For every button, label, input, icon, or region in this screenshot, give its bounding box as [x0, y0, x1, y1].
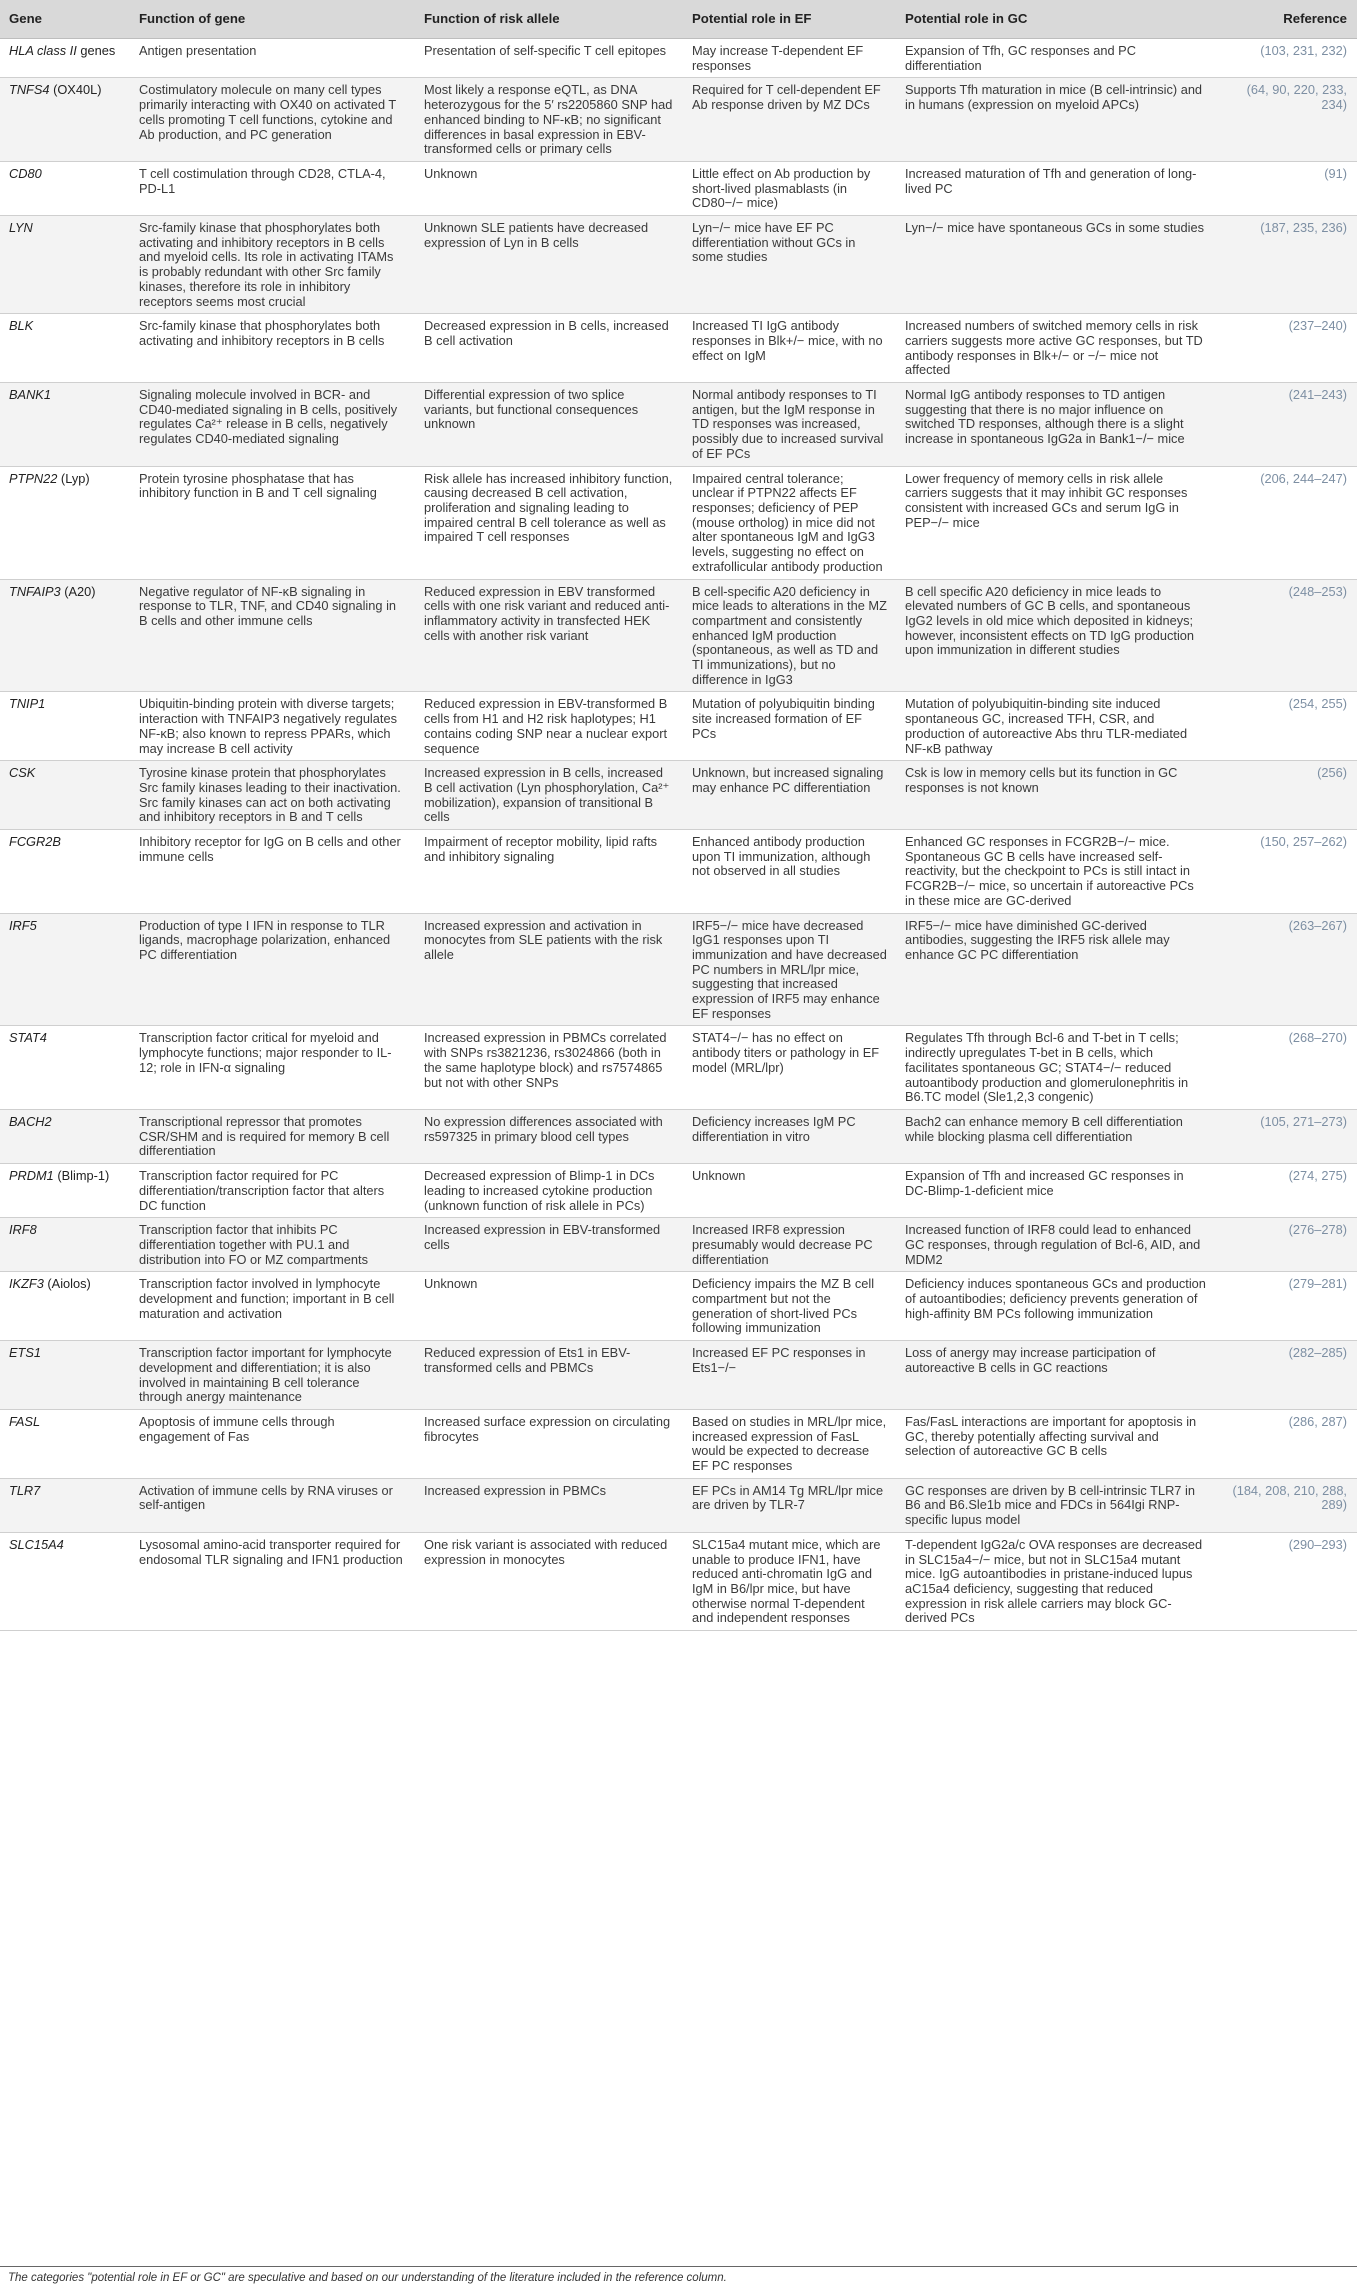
cell-function-of-risk-allele: Most likely a response eQTL, as DNA heterozygous for the 5′ rs2205860 SNP had enhanced binding to NF-κB; no significant differences in basal expression in EBV-transformed cells or primary cells	[415, 78, 683, 162]
cell-function-of-gene: Antigen presentation	[130, 39, 415, 78]
table-row	[0, 78, 1357, 162]
cell-gene	[0, 1409, 130, 1478]
table-body	[0, 39, 1357, 1631]
cell-gene	[0, 692, 130, 761]
table-row	[0, 1409, 1357, 1478]
gene-name: LYN	[9, 220, 33, 236]
table-row	[0, 1341, 1357, 1410]
table-row	[0, 1026, 1357, 1110]
cell-function-of-risk-allele: Increased surface expression on circulating fibrocytes	[415, 1409, 683, 1478]
gene-name: BLK	[9, 318, 34, 334]
cell-function-of-risk-allele: Increased expression in PBMCs	[415, 1478, 683, 1532]
cell-reference[interactable]: (103, 231, 232)	[1216, 39, 1357, 78]
cell-role-in-gc: Enhanced GC responses in FCGR2B−/− mice. Spontaneous GC B cells have increased self-reactivity, but the checkpoint to PCs is still intact in FCGR2B−/− mice, so uncertain if autoreactive PCs in these mice are GC-derived	[896, 830, 1216, 914]
cell-gene	[0, 161, 130, 215]
table-row	[0, 1532, 1357, 1630]
gene-name: CD80	[9, 165, 42, 181]
cell-role-in-ef: Lyn−/− mice have EF PC differentiation without GCs in some studies	[683, 216, 896, 314]
table-row	[0, 692, 1357, 761]
cell-role-in-gc: Expansion of Tfh and increased GC responses in DC-Blimp-1-deficient mice	[896, 1164, 1216, 1218]
gene-name: PRDM1	[9, 1168, 54, 1184]
cell-gene	[0, 78, 130, 162]
cell-function-of-risk-allele: Increased expression in B cells, increased B cell activation (Lyn phosphorylation, Ca²⁺ mobilization), expansion of transitional B cells	[415, 761, 683, 830]
cell-function-of-gene: Activation of immune cells by RNA viruses or self-antigen	[130, 1478, 415, 1532]
gene-name: SLC15A4	[9, 1536, 64, 1552]
header-function-of-risk-allele: Function of risk allele	[415, 0, 683, 39]
table-header-row	[0, 0, 1357, 39]
table-row	[0, 1110, 1357, 1164]
cell-role-in-gc: B cell specific A20 deficiency in mice leads to elevated numbers of GC B cells, and spontaneous IgG2 levels in old mice which deposited in kidneys; however, inconsistent effects on TD IgG production upon immunization in different studies	[896, 579, 1216, 692]
cell-role-in-gc: IRF5−/− mice have diminished GC-derived antibodies, suggesting the IRF5 risk allele may enhance GC PC differentiation	[896, 913, 1216, 1026]
header-function-of-gene: Function of gene	[130, 0, 415, 39]
gene-name: PTPN22	[9, 470, 58, 486]
cell-function-of-gene: Negative regulator of NF-κB signaling in response to TLR, TNF, and CD40 signaling in B cells and other immune cells	[130, 579, 415, 692]
cell-function-of-gene: Src-family kinase that phosphorylates both activating and inhibitory receptors in B cells and myeloid cells. Its role in activating ITAMs is probably redundant with other Src family kinases, therefore its role in inhibitory receptors seems most crucial	[130, 216, 415, 314]
cell-role-in-ef: B cell-specific A20 deficiency in mice leads to alterations in the MZ compartment and consistently enhanced IgM production (spontaneous, as well as TD and TI immunizations), but no difference in IgG3	[683, 579, 896, 692]
gene-name: HLA class II	[9, 43, 77, 58]
header-reference: Reference	[1216, 0, 1357, 39]
cell-role-in-gc: Normal IgG antibody responses to TD antigen suggesting that there is no major influence on switched TD responses, although there is a slight increase in spontaneous IgG2a in Bank1−/− mice	[896, 383, 1216, 467]
gene-name: CSK	[9, 765, 36, 781]
cell-gene	[0, 1478, 130, 1532]
gene-alias: (OX40L)	[49, 82, 102, 98]
gene-name: TNFAIP3	[9, 583, 61, 599]
table-row	[0, 216, 1357, 314]
cell-function-of-risk-allele: Reduced expression in EBV-transformed B cells from H1 and H2 risk haplotypes; H1 contains coding SNP near a nuclear export sequence	[415, 692, 683, 761]
cell-reference[interactable]: (263–267)	[1216, 913, 1357, 1026]
cell-gene	[0, 466, 130, 579]
gene-name: FASL	[9, 1413, 41, 1429]
cell-reference[interactable]: (282–285)	[1216, 1341, 1357, 1410]
table-row	[0, 314, 1357, 383]
cell-gene	[0, 1110, 130, 1164]
cell-reference[interactable]: (150, 257–262)	[1216, 830, 1357, 914]
cell-role-in-ef: Normal antibody responses to TI antigen, but the IgM response in TD responses was increased, possibly due to increased survival of EF PCs	[683, 383, 896, 467]
table-row	[0, 383, 1357, 467]
cell-gene	[0, 383, 130, 467]
cell-role-in-gc: Bach2 can enhance memory B cell differentiation while blocking plasma cell differentiation	[896, 1110, 1216, 1164]
cell-role-in-ef: STAT4−/− has no effect on antibody titers or pathology in EF model (MRL/lpr)	[683, 1026, 896, 1110]
cell-role-in-ef: Required for T cell-dependent EF Ab response driven by MZ DCs	[683, 78, 896, 162]
cell-function-of-gene: Inhibitory receptor for IgG on B cells and other immune cells	[130, 830, 415, 914]
cell-gene	[0, 913, 130, 1026]
cell-role-in-ef: Increased TI IgG antibody responses in Blk+/− mice, with no effect on IgM	[683, 314, 896, 383]
gene-name: TNIP1	[9, 696, 46, 712]
gene-alias: (Aiolos)	[43, 1276, 91, 1292]
cell-function-of-risk-allele: One risk variant is associated with reduced expression in monocytes	[415, 1532, 683, 1630]
cell-role-in-ef: Increased EF PC responses in Ets1−/−	[683, 1341, 896, 1410]
cell-function-of-gene: Production of type I IFN in response to TLR ligands, macrophage polarization, enhanced PC differentiation	[130, 913, 415, 1026]
table-row	[0, 1272, 1357, 1341]
cell-reference[interactable]: (91)	[1216, 161, 1357, 215]
cell-role-in-ef: IRF5−/− mice have decreased IgG1 responses upon TI immunization and have decreased PC numbers in MRL/lpr mice, suggesting that increased expression of IRF5 may enhance EF responses	[683, 913, 896, 1026]
cell-reference[interactable]: (274, 275)	[1216, 1164, 1357, 1218]
cell-role-in-gc: Loss of anergy may increase participation of autoreactive B cells in GC reactions	[896, 1341, 1216, 1410]
gene-name: IRF8	[9, 1222, 37, 1238]
cell-role-in-gc: Expansion of Tfh, GC responses and PC differentiation	[896, 39, 1216, 78]
cell-function-of-risk-allele: Unknown	[415, 1272, 683, 1341]
cell-function-of-risk-allele: Unknown	[415, 161, 683, 215]
cell-function-of-risk-allele: Impairment of receptor mobility, lipid rafts and inhibitory signaling	[415, 830, 683, 914]
table-row	[0, 1478, 1357, 1532]
table-row	[0, 466, 1357, 579]
cell-gene	[0, 314, 130, 383]
gene-alias: (Lyp)	[57, 470, 90, 486]
cell-function-of-risk-allele: Increased expression and activation in monocytes from SLE patients with the risk allele	[415, 913, 683, 1026]
cell-role-in-ef: Increased IRF8 expression presumably would decrease PC differentiation	[683, 1218, 896, 1272]
gene-name: ETS1	[9, 1345, 42, 1361]
cell-role-in-gc: Csk is low in memory cells but its function in GC responses is not known	[896, 761, 1216, 830]
cell-function-of-risk-allele: Risk allele has increased inhibitory function, causing decreased B cell activation, proliferation and signaling leading to impaired central B cell tolerance as well as impaired T cell responses	[415, 466, 683, 579]
cell-role-in-gc: Lower frequency of memory cells in risk allele carriers suggests that it may inhibit GC responses consistent with increased GCs and serum IgG in PEP−/− mice	[896, 466, 1216, 579]
gene-name: IKZF3	[9, 1276, 44, 1292]
gene-alias: (A20)	[60, 583, 96, 599]
cell-role-in-gc: Supports Tfh maturation in mice (B cell-intrinsic) and in humans (expression on myeloid APCs)	[896, 78, 1216, 162]
cell-reference[interactable]: (105, 271–273)	[1216, 1110, 1357, 1164]
cell-function-of-risk-allele: Increased expression in PBMCs correlated with SNPs rs3821236, rs3024866 (both in the same haplotype block) and rs7574865 but not with other SNPs	[415, 1026, 683, 1110]
cell-role-in-gc: Regulates Tfh through Bcl-6 and T-bet in T cells; indirectly upregulates T-bet in B cells, which facilitates spontaneous GC; STAT4−/− reduced autoantibody production and glomerulonephritis in B6.TC model (Sle1,2,3 congenic)	[896, 1026, 1216, 1110]
table-footnote: The categories "potential role in EF or GC" are speculative and based on our understanding of the literature included in the reference column.	[8, 2272, 727, 2284]
cell-function-of-risk-allele: Differential expression of two splice variants, but functional consequences unknown	[415, 383, 683, 467]
cell-gene	[0, 1218, 130, 1272]
cell-reference[interactable]: (241–243)	[1216, 383, 1357, 467]
table-row	[0, 761, 1357, 830]
cell-function-of-gene: Signaling molecule involved in BCR- and CD40-mediated signaling in B cells, positively regulates Ca²⁺ release in B cells, negatively regulates CD40-mediated signaling	[130, 383, 415, 467]
cell-role-in-gc: Increased maturation of Tfh and generation of long-lived PC	[896, 161, 1216, 215]
table-bottom-rule	[0, 2266, 1357, 2267]
cell-function-of-risk-allele: Decreased expression of Blimp-1 in DCs leading to increased cytokine production (unknown function of risk allele in PCs)	[415, 1164, 683, 1218]
cell-role-in-gc: Increased function of IRF8 could lead to enhanced GC responses, through regulation of Bcl-6, AID, and MDM2	[896, 1218, 1216, 1272]
cell-role-in-ef: Enhanced antibody production upon TI immunization, although not observed in all studies	[683, 830, 896, 914]
cell-role-in-gc: Increased numbers of switched memory cells in risk carriers suggests more active GC responses, but TD antibody responses in Blk+/− or −/− mice not affected	[896, 314, 1216, 383]
cell-function-of-risk-allele: No expression differences associated with rs597325 in primary blood cell types	[415, 1110, 683, 1164]
cell-reference[interactable]: (276–278)	[1216, 1218, 1357, 1272]
cell-role-in-gc: Fas/FasL interactions are important for apoptosis in GC, thereby potentially affecting survival and selection of autoreactive GC B cells	[896, 1409, 1216, 1478]
cell-function-of-gene: Transcription factor required for PC differentiation/transcription factor that alters DC function	[130, 1164, 415, 1218]
cell-role-in-ef: Unknown	[683, 1164, 896, 1218]
cell-function-of-gene: Costimulatory molecule on many cell types primarily interacting with OX40 on activated T cells promoting T cell functions, cytokine and Ab production, and PC generation	[130, 78, 415, 162]
cell-reference[interactable]: (254, 255)	[1216, 692, 1357, 761]
cell-reference[interactable]: (279–281)	[1216, 1272, 1357, 1341]
header-role-in-ef: Potential role in EF	[683, 0, 896, 39]
cell-role-in-ef: Deficiency increases IgM PC differentiation in vitro	[683, 1110, 896, 1164]
cell-role-in-gc: Deficiency induces spontaneous GCs and production of autoantibodies; deficiency prevents generation of high-affinity BM PCs following immunization	[896, 1272, 1216, 1341]
table-row	[0, 161, 1357, 215]
cell-reference[interactable]: (290–293)	[1216, 1532, 1357, 1630]
cell-function-of-risk-allele: Presentation of self-specific T cell epitopes	[415, 39, 683, 78]
table-row	[0, 830, 1357, 914]
gene-alias: genes	[76, 43, 116, 58]
cell-reference[interactable]: (184, 208, 210, 288, 289)	[1216, 1478, 1357, 1532]
cell-role-in-gc: T-dependent IgG2a/c OVA responses are decreased in SLC15a4−/− mice, but not in SLC15a4 mutant mice. IgG autoantibodies in pristane-induced lupus aC15a4 deficiency, suggesting that reduced expression in risk allele carriers may block GC-derived PCs	[896, 1532, 1216, 1630]
cell-function-of-gene: Transcription factor important for lymphocyte development and differentiation; it is also involved in maintaining B cell tolerance through anergy maintenance	[130, 1341, 415, 1410]
cell-role-in-ef: Unknown, but increased signaling may enhance PC differentiation	[683, 761, 896, 830]
cell-gene	[0, 39, 130, 78]
cell-role-in-ef: May increase T-dependent EF responses	[683, 39, 896, 78]
cell-function-of-risk-allele: Reduced expression of Ets1 in EBV-transformed cells and PBMCs	[415, 1341, 683, 1410]
gene-name: FCGR2B	[9, 834, 61, 850]
cell-role-in-ef: Based on studies in MRL/lpr mice, increased expression of FasL would be expected to decrease EF PC responses	[683, 1409, 896, 1478]
table-row	[0, 913, 1357, 1026]
cell-function-of-gene: Tyrosine kinase protein that phosphorylates Src family kinases leading to their inactivation. Src family kinases can act on both activating and inhibitory receptors in B and T cells	[130, 761, 415, 830]
gene-alias: (Blimp-1)	[53, 1168, 110, 1184]
table-row	[0, 1218, 1357, 1272]
cell-role-in-ef: Little effect on Ab production by short-lived plasmablasts (in CD80−/− mice)	[683, 161, 896, 215]
cell-reference[interactable]: (268–270)	[1216, 1026, 1357, 1110]
cell-function-of-gene: Apoptosis of immune cells through engagement of Fas	[130, 1409, 415, 1478]
cell-role-in-gc: Lyn−/− mice have spontaneous GCs in some studies	[896, 216, 1216, 314]
header-gene: Gene	[0, 0, 130, 39]
cell-function-of-gene: Ubiquitin-binding protein with diverse targets; interaction with TNFAIP3 negatively regulates NF-κB; also known to repress PPARs, which may increase B cell activity	[130, 692, 415, 761]
cell-reference[interactable]: (248–253)	[1216, 579, 1357, 692]
cell-gene	[0, 1164, 130, 1218]
cell-role-in-ef: Deficiency impairs the MZ B cell compartment but not the generation of short-lived PCs following immunization	[683, 1272, 896, 1341]
gene-name: TLR7	[9, 1482, 41, 1498]
cell-function-of-gene: T cell costimulation through CD28, CTLA-4, PD-L1	[130, 161, 415, 215]
cell-function-of-gene: Lysosomal amino-acid transporter required for endosomal TLR signaling and IFN1 production	[130, 1532, 415, 1630]
cell-function-of-risk-allele: Reduced expression in EBV transformed cells with one risk variant and reduced anti-inflammatory activity in transfected HEK cells with another risk variant	[415, 579, 683, 692]
cell-reference[interactable]: (237–240)	[1216, 314, 1357, 383]
cell-gene	[0, 1532, 130, 1630]
cell-gene	[0, 216, 130, 314]
cell-role-in-gc: Mutation of polyubiquitin-binding site induced spontaneous GC, increased TFH, CSR, and production of autoreactive Abs thru TLR-mediated NF-κB pathway	[896, 692, 1216, 761]
cell-function-of-gene: Transcription factor involved in lymphocyte development and function; important in B cell maturation and activation	[130, 1272, 415, 1341]
cell-gene	[0, 1341, 130, 1410]
cell-function-of-gene: Transcriptional repressor that promotes CSR/SHM and is required for memory B cell differentiation	[130, 1110, 415, 1164]
cell-function-of-gene: Protein tyrosine phosphatase that has inhibitory function in B and T cell signaling	[130, 466, 415, 579]
cell-role-in-ef: EF PCs in AM14 Tg MRL/lpr mice are driven by TLR-7	[683, 1478, 896, 1532]
cell-reference[interactable]: (206, 244–247)	[1216, 466, 1357, 579]
cell-function-of-gene: Transcription factor critical for myeloid and lymphocyte functions; major responder to IL-12; role in IFN-α signaling	[130, 1026, 415, 1110]
cell-function-of-risk-allele: Decreased expression in B cells, increased B cell activation	[415, 314, 683, 383]
cell-reference[interactable]: (187, 235, 236)	[1216, 216, 1357, 314]
cell-role-in-ef: Mutation of polyubiquitin binding site increased formation of EF PCs	[683, 692, 896, 761]
gene-name: BACH2	[9, 1114, 52, 1129]
cell-function-of-risk-allele: Increased expression in EBV-transformed cells	[415, 1218, 683, 1272]
cell-gene	[0, 761, 130, 830]
header-role-in-gc: Potential role in GC	[896, 0, 1216, 39]
table-row	[0, 39, 1357, 78]
cell-reference[interactable]: (256)	[1216, 761, 1357, 830]
cell-role-in-gc: GC responses are driven by B cell-intrinsic TLR7 in B6 and B6.Sle1b mice and FDCs in 564Igi RNP-specific lupus model	[896, 1478, 1216, 1532]
cell-gene	[0, 1272, 130, 1341]
cell-gene	[0, 579, 130, 692]
cell-function-of-gene: Src-family kinase that phosphorylates both activating and inhibitory receptors in B cells	[130, 314, 415, 383]
cell-function-of-gene: Transcription factor that inhibits PC differentiation together with PU.1 and distribution into FO or MZ compartments	[130, 1218, 415, 1272]
gene-name: IRF5	[9, 917, 37, 933]
table-row	[0, 579, 1357, 692]
cell-role-in-ef: SLC15a4 mutant mice, which are unable to produce IFN1, have reduced anti-chromatin IgG and IgM in B6/lpr mice, but have otherwise normal T-dependent and independent responses	[683, 1532, 896, 1630]
cell-reference[interactable]: (64, 90, 220, 233, 234)	[1216, 78, 1357, 162]
cell-gene	[0, 1026, 130, 1110]
table-row	[0, 1164, 1357, 1218]
gene-name: BANK1	[9, 387, 51, 403]
cell-reference[interactable]: (286, 287)	[1216, 1409, 1357, 1478]
gene-name: TNFS4	[9, 82, 50, 98]
cell-gene	[0, 830, 130, 914]
gene-name: STAT4	[9, 1030, 47, 1046]
cell-function-of-risk-allele: Unknown SLE patients have decreased expression of Lyn in B cells	[415, 216, 683, 314]
cell-role-in-ef: Impaired central tolerance; unclear if PTPN22 affects EF responses; deficiency of PEP (mouse ortholog) in mice did not alter spontaneous IgM and IgG3 levels, suggesting no effect on extrafollicular antibody production	[683, 466, 896, 579]
